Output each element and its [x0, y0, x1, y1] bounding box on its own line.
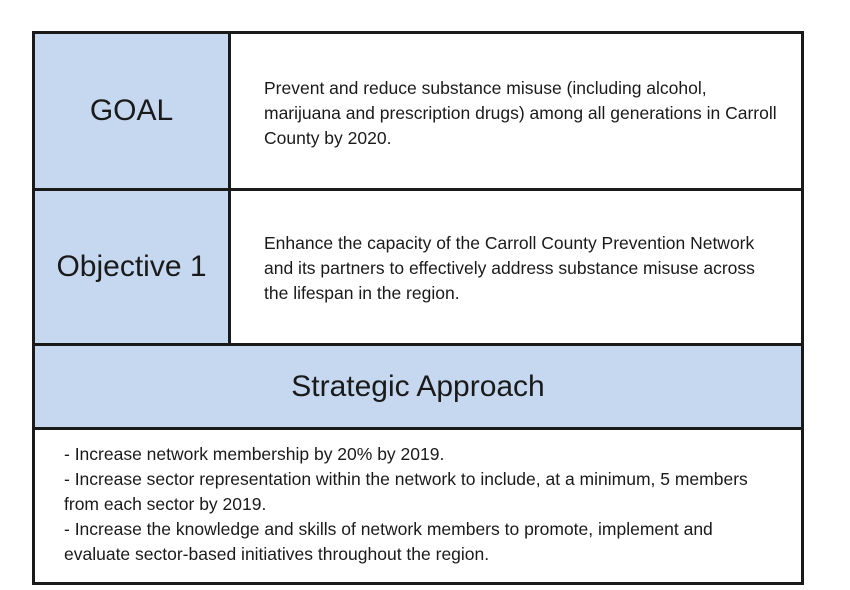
goal-text: Prevent and reduce substance misuse (including alcohol, marijuana and prescription drugs) among all generations in Carroll County by 2020.: [264, 78, 777, 148]
strategic-approach-heading: Strategic Approach: [291, 369, 545, 403]
strategic-approach-body-row: [35, 430, 801, 582]
list-item: - Increase sector representation within the network to include, at a minimum, 5 members from each sector by 2019.: [64, 469, 748, 514]
objective-text-cell: [231, 191, 801, 343]
objective-row: [35, 191, 801, 346]
strategic-approach-list: [64, 442, 781, 567]
goal-text-cell: [231, 34, 801, 188]
strategy-table: [32, 31, 804, 585]
list-item: - Increase the knowledge and skills of network members to promote, implement and evaluate sector-based initiatives throughout the region.: [64, 519, 713, 564]
objective-text: Enhance the capacity of the Carroll County Prevention Network and its partners to effectively address substance misuse across the lifespan in the region.: [264, 233, 755, 303]
list-item: - Increase network membership by 20% by 2019.: [64, 444, 445, 464]
strategic-approach-header-row: [35, 346, 801, 430]
objective-label: Objective 1: [35, 191, 231, 343]
goal-row: [35, 34, 801, 191]
strategic-approach-body: [35, 430, 801, 582]
goal-label: GOAL: [35, 34, 231, 188]
